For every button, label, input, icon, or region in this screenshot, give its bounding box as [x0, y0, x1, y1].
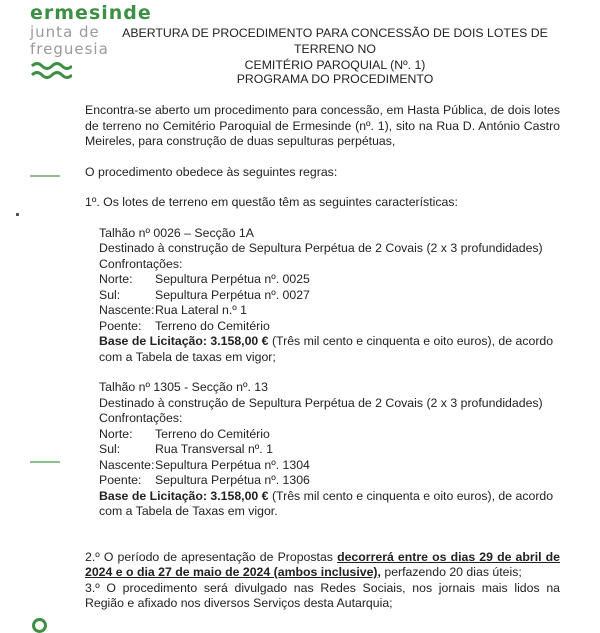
lot-row-key: Sul: [99, 442, 121, 456]
ring-icon [32, 618, 47, 633]
lot-row [99, 473, 560, 489]
lot-row-value: Sepultura Perpétua nº. 0025 [155, 272, 310, 286]
rule-2-start: 2.º O período de apresentação de Propostas [85, 549, 338, 564]
lot-confrontations-label: Confrontações: [99, 256, 183, 271]
lot-row-value: Rua Lateral n.º 1 [155, 303, 247, 317]
lot-row-value: Rua Transversal nº. 1 [155, 442, 273, 456]
base-text: (Três mil cento e cinquenta e oito euros), de acordo com a Tabela de Taxas em vigor. [99, 488, 554, 518]
lot-row-key: Nascente: [99, 457, 155, 472]
lot-title: Talhão nº 0026 – Secção 1A [99, 225, 254, 240]
lot-2 [85, 380, 560, 520]
lot-destination: Destinado à construção de Sepultura Perpétua de 2 Covais (2 x 3 profundidades) [99, 395, 543, 410]
rule-2-dates: decorrerá entre os dias 29 de abril de 2024 e o dia 27 de maio de 2024 (ambos inclusive), [85, 549, 560, 579]
rules-intro: O procedimento obedece às seguintes regras: [85, 164, 338, 179]
lot-row-value: Terreno do Cemitério [155, 318, 270, 333]
base-text: (Três mil cento e cinquenta e oito euros), de acordo com a Tabela de taxas em vigor; [99, 334, 554, 364]
title-line-2: CEMITÉRIO PAROQUIAL (Nº. 1) [244, 58, 426, 72]
document-body [85, 103, 560, 612]
lot-destination: Destinado à construção de Sepultura Perpétua de 2 Covais (2 x 3 profundidades) [99, 241, 543, 255]
lot-row-key: Norte: [99, 426, 133, 441]
lot-row-key: Norte: [99, 272, 133, 286]
lot-row-value: Terreno do Cemitério [155, 426, 270, 441]
lot-row [99, 288, 560, 304]
lot-row-value: Sepultura Perpétua nº. 1304 [155, 457, 310, 472]
lot-row [99, 442, 560, 458]
lot-row-key: Poente: [99, 473, 142, 487]
lot-row [99, 458, 560, 474]
lot-row [99, 303, 560, 319]
margin-mark [30, 461, 60, 463]
rule-3: 3.º O procedimento será divulgado nas Redes Sociais, nos jornais mais lidos na Região e afixado nos diversos Serviços desta Autarquia; [85, 580, 560, 610]
lot-row [99, 319, 560, 335]
base-label: Base de Licitação: 3.158,00 € [99, 488, 269, 503]
lot-row [99, 427, 560, 443]
lot-row-key: Nascente: [99, 303, 155, 317]
rule-2-end: perfazendo 20 dias úteis; [380, 565, 522, 579]
lot-confrontations-label: Confrontações: [99, 411, 183, 425]
title-line-1: ABERTURA DE PROCEDIMENTO PARA CONCESSÃO DE DOIS LOTES DE TERRENO NO [122, 26, 548, 56]
margin-dot [16, 213, 19, 216]
lot-title: Talhão nº 1305 - Secção nº. 13 [99, 380, 268, 394]
lot-base [99, 334, 560, 365]
waves-icon [30, 60, 72, 80]
logo-sub-2: freguesia [30, 40, 109, 58]
document-title [100, 25, 570, 73]
logo-sub-1: junta de [30, 23, 100, 41]
intro-paragraph: Encontra-se aberto um procedimento para concessão, em Hasta Pública, de dois lotes de terreno no Cemitério Paroquial de Ermesinde (nº. 1), sito na Rua D. António Castro Meireles, para construção de duas sepulturas perpétuas, [85, 103, 560, 148]
lot-1 [85, 226, 560, 366]
rule-2 [85, 550, 560, 581]
lot-row-key: Poente: [99, 318, 142, 333]
lot-row-value: Sepultura Perpétua nº. 1306 [155, 473, 310, 487]
base-label: Base de Licitação: 3.158,00 € [99, 334, 269, 348]
margin-mark [30, 175, 60, 177]
rule-1: 1º. Os lotes de terreno em questão têm as seguintes características: [85, 195, 458, 209]
logo-name: ermesinde [30, 2, 152, 24]
document-subtitle: PROGRAMA DO PROCEDIMENTO [236, 72, 434, 86]
lot-row-key: Sul: [99, 287, 121, 302]
lot-base [99, 489, 560, 520]
lot-row [99, 272, 560, 288]
lot-row-value: Sepultura Perpétua nº. 0027 [155, 287, 310, 302]
